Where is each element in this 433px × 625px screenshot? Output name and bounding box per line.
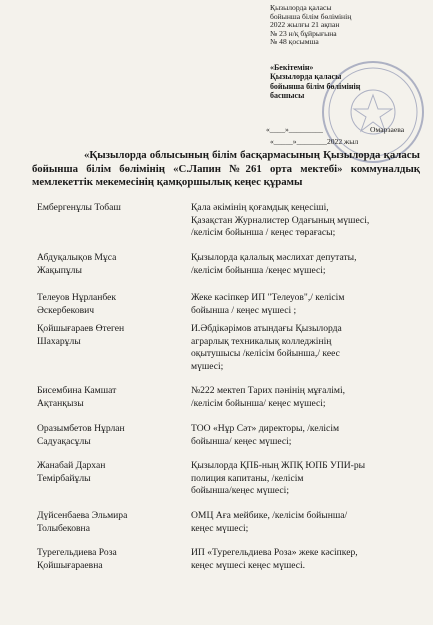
member-role-line: Қала әкімінің қоғамдық кеңесіші, xyxy=(191,202,329,213)
member-role-line: /келісім бойынша / кеңес төрағасы; xyxy=(191,227,336,239)
member-name-line: Ембергенұлы Тобаш xyxy=(37,202,121,213)
member-name-line: Телеуов Нұрланбек xyxy=(37,292,117,303)
member-role-line: бойынша/ кеңес мүшесі; xyxy=(191,435,292,447)
member-name xyxy=(37,323,187,348)
signature-line: «____»_________ xyxy=(266,125,323,134)
member-role-line: полиция капитаны, /келісім xyxy=(191,472,304,484)
member-role xyxy=(191,252,423,277)
member-role-line: Қызылорда ҚПБ-ның ЖПҚ ЮПБ УПИ-ры xyxy=(191,460,366,471)
member-role xyxy=(191,202,423,240)
order-line: бойынша білім бөлімінің xyxy=(270,11,352,21)
member-name-line: Қойшығараев Өтеген xyxy=(37,323,125,334)
member-name-line: Абдуқалықов Мұса xyxy=(37,252,117,263)
approval-title: «Бекітемін» xyxy=(270,63,314,72)
approval-line: басшысы xyxy=(270,91,305,101)
member-role xyxy=(191,385,423,410)
member-role-line: ОМЦ Аға мейбике, /келісім бойынша/ xyxy=(191,510,348,521)
member-name xyxy=(37,510,187,535)
member-name-line: Садуақасұлы xyxy=(37,435,91,447)
member-role-line: ТОО «Нұр Сәт» директоры, /келісім xyxy=(191,423,340,434)
heading-line: «Қызылорда облысының білім басқармасының Қызылорда xyxy=(84,149,381,161)
heading-line: қаласы бойынша білім бөлімінің «С.Лапин №261 орта мектебі» xyxy=(32,149,420,175)
member-name xyxy=(37,423,187,448)
member-name-line: Темірбайұлы xyxy=(37,472,91,484)
member-role-line: кеңес мүшесі; xyxy=(191,522,249,534)
order-line: 2022 жылғы 21 ақпан xyxy=(270,20,340,30)
member-role xyxy=(191,460,423,498)
member-role-line: Жеке кәсіпкер ИП "Телеуов",/ келісім xyxy=(191,292,345,303)
document-heading xyxy=(32,149,420,190)
approval-block xyxy=(270,63,430,101)
order-line: № 48 қосымша xyxy=(270,37,319,47)
member-role-line: аграрлық техникалық колледжінің xyxy=(191,335,332,347)
member-name-line: Шахарұлы xyxy=(37,335,81,347)
member-name-line: Бисембина Камшат xyxy=(37,385,117,396)
member-role-line: /келісім бойынша /кеңес мүшесі; xyxy=(191,264,326,276)
member-role-line: бойынша/кеңес мүшесі; xyxy=(191,485,290,497)
member-role xyxy=(191,292,423,317)
member-role-line: Қызылорда қалалық мәслихат депутаты, xyxy=(191,252,357,263)
member-role-line: №222 мектеп Тарих пәнінің мұғалімі, xyxy=(191,385,346,396)
member-name xyxy=(37,547,187,572)
order-line: № 23 н/қ бұйрығына xyxy=(270,28,337,38)
member-role-line: ИП «Турегельдиева Роза» жеке кәсіпкер, xyxy=(191,547,358,558)
member-name xyxy=(37,460,187,485)
member-name-line: Жақыпұлы xyxy=(37,264,82,276)
member-name xyxy=(37,292,187,317)
member-name-line: Дүйсенбаева Эльмира xyxy=(37,510,128,521)
order-line: Қызылорда қаласы xyxy=(270,3,332,12)
signer-name: Омарзаева xyxy=(370,125,405,134)
member-role xyxy=(191,423,423,448)
member-name-line: Ақтанқызы xyxy=(37,397,84,409)
order-reference-block xyxy=(270,4,430,47)
approval-line: Қызылорда қаласы xyxy=(270,72,342,82)
member-role-line: оқытушысы /келісім бойынша,/ кеес xyxy=(191,348,340,360)
member-role-line: бойынша / кеңес мүшесі ; xyxy=(191,304,297,316)
member-role-line: И.Әбдікәрімов атындағы Қызылорда xyxy=(191,323,342,334)
member-role-line: /келісім бойынша/ кеңес мүшесі; xyxy=(191,397,326,409)
member-name-line: Жанабай Дархан xyxy=(37,460,106,471)
member-role-line: кеңес мүшесі кеңес мүшесі. xyxy=(191,559,306,571)
member-name xyxy=(37,385,187,410)
member-name-line: Турегельдиева Роза xyxy=(37,547,117,558)
member-name xyxy=(37,252,187,277)
member-name-line: Әскербекович xyxy=(37,304,95,316)
member-name-line: Оразымбетов Нұрлан xyxy=(37,423,125,434)
member-role xyxy=(191,547,423,572)
member-role-line: Қазақстан Журналистер Одағының мүшесі, xyxy=(191,214,370,226)
member-name-line: Қойшығараевна xyxy=(37,559,103,571)
member-name-line: Толыбековна xyxy=(37,522,90,534)
heading-line: коммуналдық мемлекеттік мекемесінің қамқоршылық кеңес құрамы xyxy=(32,162,421,189)
member-role xyxy=(191,510,423,535)
member-role xyxy=(191,323,423,373)
member-name xyxy=(37,202,187,215)
approval-line: бойынша білім бөлімінің xyxy=(270,81,361,91)
member-role-line: мүшесі; xyxy=(191,360,224,372)
approval-date: «_____»________2022 жыл xyxy=(270,137,359,146)
